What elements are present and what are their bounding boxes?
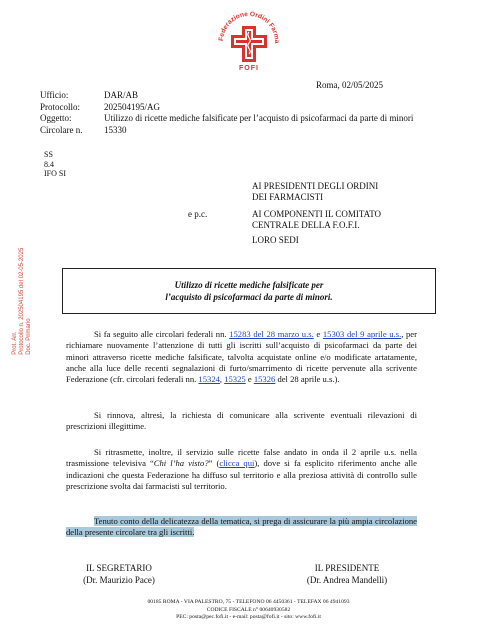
text-run: ” ( (208, 458, 220, 469)
link-circular-15326[interactable]: 15326 (253, 374, 276, 385)
link-circular-15303[interactable]: 15303 del 9 aprile u.s. (322, 329, 402, 339)
addressee-line: DEI FARMACISTI (252, 192, 324, 202)
signature-title: IL SEGRETARIO (86, 563, 152, 573)
stamp-line: Protocollo n. 202504195 del 02-05-2025 (19, 247, 26, 355)
text-run: , per richiamare nuovamente l’attenzione di tutti gli iscritti sull’acquisto di psicofarmaci da parte dei minori attraverso ricette mediche falsificate, talvolta acquistate online e/o modificate artatamente, anche alla luce delle recenti segnalazioni di furto/smarrimento di ricette pervenute alla scrivente Federazione (cfr. circolari federali nn. (66, 329, 417, 385)
footer-contacts: PEC: posta@pec.fofi.it - e-mail: posta@fofi.it - sito: www.fofi.it (176, 614, 321, 621)
addressee-line: LORO SEDI (252, 235, 299, 245)
subject-box-line: Utilizzo di ricette mediche falsificate per (174, 280, 324, 290)
addressee-line: AI COMPONENTI IL COMITATO (252, 209, 382, 219)
subject-label: Oggetto: (40, 113, 72, 123)
letter-date: Roma, 02/05/2025 (316, 80, 383, 90)
circular-row (40, 125, 434, 137)
signature-name: (Dr. Andrea Mandelli) (306, 575, 388, 585)
text-run: , (219, 374, 225, 385)
footer-address: 00185 ROMA - VIA PALESTRO, 75 - TELEFONO 06 4450361 - TELEFAX 06 4941093 (147, 599, 350, 605)
link-circular-15325[interactable]: 15325 (224, 374, 246, 385)
link-circular-15324[interactable]: 15324 (198, 374, 220, 385)
office-row (40, 90, 434, 102)
text-run: e (313, 329, 323, 339)
text-run: Si ritrasmette, inoltre, il servizio sulle ricette false andato in onda il 2 aprile u.s. nella trasmissione televisiva “ (66, 447, 417, 469)
protocol-value: 202504195/AG (104, 101, 160, 112)
fofi-logo (214, 4, 284, 72)
text-run: Si fa seguito alle circolari federali nn. (94, 329, 230, 339)
circular-value: 15330 (104, 124, 127, 135)
protocol-side-stamp (12, 237, 34, 355)
code-line: IFO SI (44, 169, 67, 178)
stamp-line: Prot. Arr. (12, 331, 19, 355)
logo-abbr: FOFI (239, 65, 259, 72)
text-run: del 28 aprile u.s.). (275, 374, 340, 385)
subject-row (40, 113, 434, 125)
letter-footer (0, 599, 497, 622)
logo-arc-text: Federazione Ordini Farma (217, 10, 281, 44)
text-run: ), dove si fa esplicito riferimento anche alle indicazioni che questa Federazione ha diffuso sul territorio e alla preziosa attività di controllo sulle prescrizione svolta dai farmacisti sul territorio. (66, 458, 417, 491)
subject-value: Utilizzo di ricette mediche falsificate per l’acquisto di psicofarmaci da parte di minori (104, 113, 414, 123)
addressee-cc (252, 209, 381, 246)
addressee-main (252, 181, 378, 203)
classification-codes (44, 150, 66, 179)
signature-secretary (64, 562, 174, 586)
office-value: DAR/AB (104, 90, 139, 100)
signature-name: (Dr. Maurizio Pace) (83, 575, 155, 585)
circular-label: Circolare n. (40, 124, 83, 135)
highlighted-text: Tenuto conto della delicatezza della tematica, si prega di assicurare la più ampia circolazione della presente circolare tra gli iscritti. (66, 516, 417, 538)
code-line: SS (44, 150, 53, 159)
footer-tax-code: CODICE FISCALE n° 00640930582 (206, 606, 291, 613)
letter-meta (40, 90, 434, 136)
addressee-line: CENTRALE DELLA F.O.F.I. (252, 220, 360, 230)
subject-box (62, 268, 436, 314)
paragraph-text: Si rinnova, altresì, la richiesta di comunicare alla scrivente eventuali rilevazioni di prescrizioni illegittime. (66, 410, 417, 432)
stamp-line: Doc. Primario (26, 318, 33, 355)
paragraph-3 (66, 447, 417, 492)
tv-show-title: Chi l’ha visto? (153, 458, 209, 469)
protocol-label: Protocollo: (40, 101, 80, 112)
paragraph-2 (66, 410, 417, 433)
link-click-here[interactable]: clicca qui (219, 458, 255, 469)
cc-label: e p.c. (188, 209, 208, 219)
addressee-line: AI PRESIDENTI DEGLI ORDINI (252, 181, 379, 191)
signature-title: IL PRESIDENTE (314, 563, 380, 573)
signature-president (288, 562, 406, 586)
code-line: 8.4 (44, 159, 54, 169)
subject-box-line: l’acquisto di psicofarmaci da parte di minori. (165, 292, 333, 302)
protocol-row (40, 102, 434, 114)
link-circular-15283[interactable]: 15283 del 28 marzo u.s. (229, 329, 314, 339)
paragraph-4 (66, 516, 417, 539)
fofi-emblem-icon (214, 4, 284, 72)
office-label: Ufficio: (40, 90, 69, 100)
text-run: e (245, 374, 254, 385)
paragraph-1 (66, 329, 417, 385)
